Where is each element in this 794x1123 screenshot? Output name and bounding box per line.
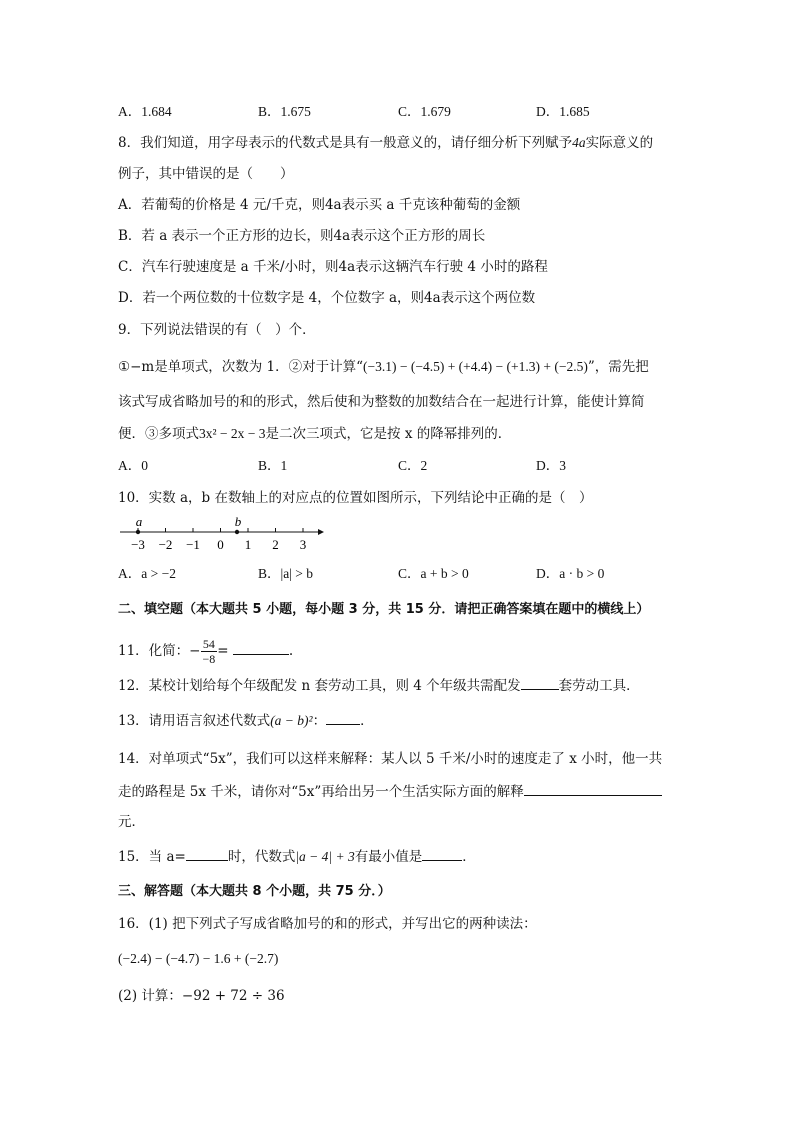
number-line-tick-label: −1 <box>186 537 200 552</box>
q8-stem-line2: 例子，其中错误的是（ ） <box>118 166 294 182</box>
q15-text: 15．当 a= <box>118 849 186 865</box>
number-line-arrow <box>318 529 324 535</box>
q9-option-c: C．2 <box>398 458 428 473</box>
q9-option-d: D．3 <box>536 458 566 473</box>
number-line-point-a <box>136 530 140 534</box>
q7-option-c: C．1.679 <box>398 104 451 119</box>
q14-answer-blank[interactable] <box>524 781 662 796</box>
q9-line2: 该式写成省略加号的和的形式，然后使和为整数的加数结合在一起进行计算，能使计算简 <box>118 394 645 410</box>
q16-part1: 16．(1) 把下列式子写成省略加号的和的形式，并写出它的两种读法： <box>118 916 537 932</box>
q9-options <box>118 456 678 476</box>
q8-option-d: D．若一个两位数的十位数字是 4，个位数字 a，则4a表示这个两位数 <box>118 290 536 306</box>
q8-option-c: C．汽车行驶速度是 a 千米/小时，则4a表示这辆汽车行驶 4 小时的路程 <box>118 259 548 275</box>
number-line-points <box>136 514 242 534</box>
q10-options <box>118 564 678 584</box>
q12 <box>118 675 640 696</box>
q11-end: . <box>288 643 294 659</box>
q13 <box>118 710 374 731</box>
number-line-tick-label: −2 <box>158 537 173 552</box>
q13-expression: (a − b)² <box>270 713 313 728</box>
q9-stem: 9．下列说法错误的有（ ）个． <box>118 322 316 338</box>
number-line-point-b-label: b <box>234 514 242 529</box>
q8-option-b: B．若 a 表示一个正方形的边长，则4a表示这个正方形的周长 <box>118 228 486 244</box>
q9-option-b: B．1 <box>258 458 288 473</box>
number-line-tick-label: 3 <box>299 537 307 552</box>
q7-option-b: B．1.675 <box>258 104 311 119</box>
q9-line1 <box>118 357 649 377</box>
q15-answer-blank-1[interactable] <box>186 846 228 861</box>
q9-option-a: A．0 <box>118 458 148 473</box>
q9-line3-text-end: 是二次三项式，它是按 x 的降幂排列的． <box>265 426 512 442</box>
number-line-tick-label: 2 <box>272 537 279 552</box>
section2-heading: 二、填空题（本大题共 5 小题，每小题 3 分，共 15 分．请把正确答案填在题中的横线上） <box>118 602 650 617</box>
number-line-tick-label: −3 <box>131 537 145 552</box>
number-line-point-b <box>235 530 239 534</box>
number-line <box>118 514 328 554</box>
q14-line2 <box>118 781 662 802</box>
q7-options <box>118 102 678 122</box>
q12-text: 12．某校计划给每个年级配发 n 套劳动工具，则 4 个年级共需配发 <box>118 678 521 694</box>
q8-stem-line1 <box>118 133 653 153</box>
q13-text: 13．请用语言叙述代数式 <box>118 713 271 729</box>
q11-equals: = <box>217 643 229 659</box>
q8-stem-text-end: 实际意义的 <box>585 135 654 151</box>
q15-text-min: 有最小值是 <box>354 849 423 865</box>
q9-line3 <box>118 424 511 444</box>
q13-colon: ： <box>312 713 327 729</box>
number-line-point-a-label: a <box>135 514 143 529</box>
q10-stem: 10．实数 a，b 在数轴上的对应点的位置如图所示，下列结论中正确的是（ ） <box>118 490 593 506</box>
q13-end: ． <box>360 713 374 729</box>
q14-line1: 14．对单项式“5x”，我们可以这样来解释：某人以 5 千米/小时的速度走了 x 小时，他一共 <box>118 751 663 767</box>
q8-stem-text: 8．我们知道，用字母表示的代数式是具有一般意义的，请仔细分析下列赋予 <box>118 135 573 151</box>
q10-option-a: A．a > −2 <box>118 566 176 581</box>
q15-end: ． <box>462 849 476 865</box>
q8-expression: 4a <box>572 135 586 150</box>
q10-option-d: D．a · b > 0 <box>536 566 605 581</box>
number-line-tick-label: 1 <box>244 537 252 552</box>
q9-expression: (−3.1) − (−4.5) + (+4.4) − (+1.3) + (−2.5) <box>363 359 588 374</box>
q11-denominator: −8 <box>202 652 216 666</box>
q16-expression: (−2.4) − (−4.7) − 1.6 + (−2.7) <box>118 951 279 966</box>
number-line-tick-label: 0 <box>217 537 224 552</box>
q14-line3: 元． <box>118 814 145 830</box>
q16-part2: (2) 计算：−92 + 72 ÷ 36 <box>118 988 285 1004</box>
q11 <box>118 636 293 666</box>
q9-line1-text-end: ”，需先把 <box>587 359 649 375</box>
q11-answer-blank[interactable] <box>233 640 289 655</box>
q13-answer-blank[interactable] <box>326 710 360 725</box>
q12-text-end: 套劳动工具． <box>558 678 640 694</box>
q15 <box>118 846 476 867</box>
q7-option-a: A．1.684 <box>118 104 172 119</box>
q9-polynomial: 3x² − 2x − 3 <box>199 426 266 441</box>
q11-prefix: 11．化简：− <box>118 643 201 659</box>
q15-answer-blank-2[interactable] <box>422 846 462 861</box>
q14-line2-text: 走的路程是 5x 千米，请你对“5x”再给出另一个生活实际方面的解释 <box>118 784 524 800</box>
q9-line3-text: 便．③多项式 <box>118 426 199 442</box>
q12-answer-blank[interactable] <box>521 675 559 690</box>
q10-option-c: C．a + b > 0 <box>398 566 469 581</box>
q7-option-d: D．1.685 <box>536 104 590 119</box>
section3-heading: 三、解答题（本大题共 8 个小题，共 75 分．） <box>118 884 391 899</box>
q9-line1-text: ①−m是单项式，次数为 1．②对于计算“ <box>118 359 363 375</box>
q8-option-a: A．若葡萄的价格是 4 元/千克，则4a表示买 a 千克该种葡萄的金额 <box>118 197 521 213</box>
q11-fraction <box>201 637 218 666</box>
q10-option-b: B．|a| > b <box>258 566 314 581</box>
q15-text-mid: 时，代数式 <box>227 849 296 865</box>
q11-numerator: 54 <box>201 637 218 652</box>
q15-expression: |a − 4| + 3 <box>295 849 355 864</box>
